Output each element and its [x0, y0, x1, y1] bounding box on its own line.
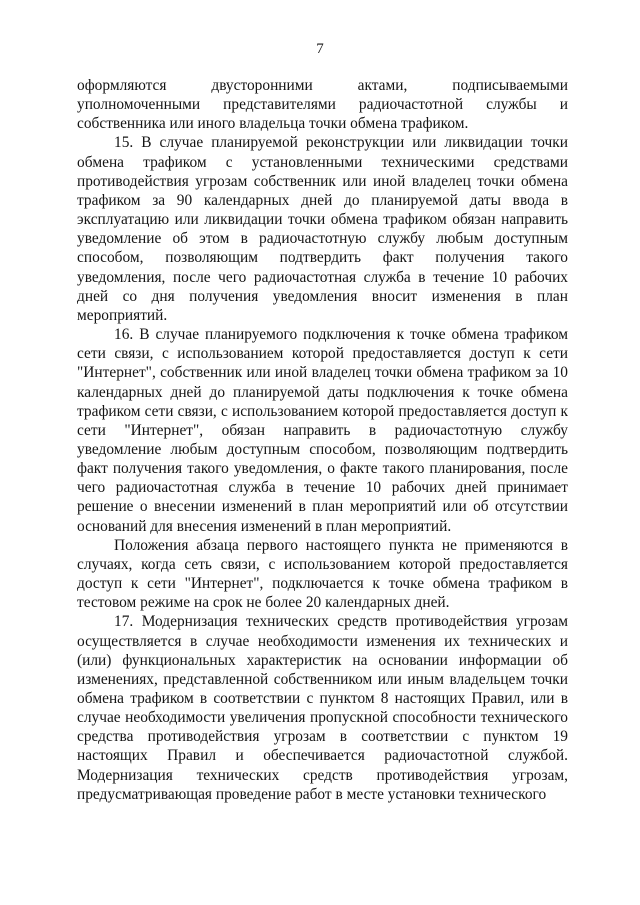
page-number: 7	[316, 41, 324, 57]
paragraph-clause-15: 15. В случае планируемой реконструкции или ликвидации точки обмена трафиком с установленными техническими средствами противодействия угрозам собственник или иной владелец точки обмена трафиком за 90 календарных дней до планируемой даты ввода в эксплуатацию или ликвидации точки обмена трафиком обязан направить уведомление об этом в радиочастотную службу любым доступным способом, позволяющим подтвердить факт получения такого уведомления, после чего радиочастотная служба в течение 10 рабочих дней со дня получения уведомления вносит изменения в план мероприятий.	[77, 134, 568, 324]
paragraph-clause-16-second: Положения абзаца первого настоящего пункта не применяются в случаях, когда сеть связи, с использованием которой предоставляется доступ к сети "Интернет", подключается к точке обмена трафиком в тестовом режиме на срок не более 20 календарных дней.	[77, 536, 568, 612]
paragraph-clause-17: 17. Модернизация технических средств противодействия угрозам осуществляется в случае необходимости изменения их технических и (или) функциональных характеристик на основании информации об изменениях, представленной собственником или иным владельцем точки обмена трафиком в соответствии с пунктом 8 настоящих Правил, или в случае необходимости увеличения пропускной способности технического средства противодействия угрозам в соответствии с пунктом 19 настоящих Правил и обеспечивается радиочастотной службой. Модернизация технических средств противодействия угрозам, предусматривающая проведение работ в месте установки технического	[77, 613, 568, 803]
paragraph-continuation: оформляются двусторонними актами, подписываемыми уполномоченными представителями радиочастотной службы и собственника или иного владельца точки обмена трафиком.	[77, 77, 568, 133]
document-body	[77, 76, 568, 804]
paragraph-clause-16: 16. В случае планируемого подключения к точке обмена трафиком сети связи, с использованием которой предоставляется доступ к сети "Интернет", собственник или иной владелец точки обмена трафиком за 10 календарных дней до планируемой даты подключения к точке обмена трафиком сети связи, с использованием которой предоставляется доступ к сети "Интернет", обязан направить в радиочастотную службу уведомление любым доступным способом, позволяющим подтвердить факт получения такого уведомления, о факте такого планирования, после чего радиочастотная служба в течение 10 рабочих дней принимает решение о внесении изменений в план мероприятий или об отсутствии оснований для внесения изменений в план мероприятий.	[77, 326, 568, 535]
